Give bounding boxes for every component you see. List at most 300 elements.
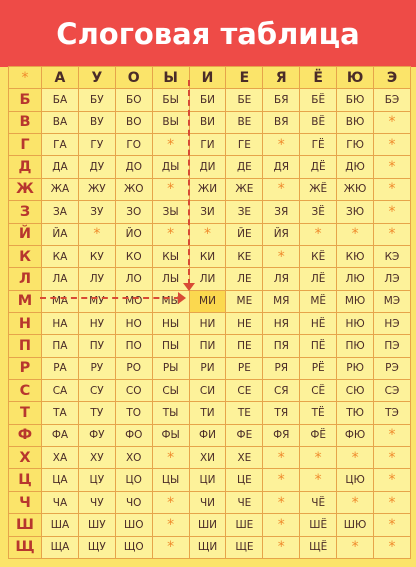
empty-cell [300,447,337,469]
syllable-cell: ЛУ [78,268,115,290]
star-icon: * [167,539,175,556]
syllable-cell: ДЮ [337,156,374,178]
table-row [9,89,411,111]
star-icon: * [167,516,175,533]
syllable-cell: НО [115,312,152,334]
empty-cell [263,245,300,267]
vowel-header: У [78,67,115,89]
syllable-cell: НУ [78,312,115,334]
syllable-cell: СИ [189,380,226,402]
syllable-cell: ПЮ [337,335,374,357]
empty-cell [374,201,411,223]
table-row [9,178,411,200]
vowel-header: Я [263,67,300,89]
syllable-cell: СА [42,380,79,402]
table-row [9,245,411,267]
star-icon: * [351,539,359,556]
syllable-cell: ВЁ [300,111,337,133]
empty-cell [337,536,374,558]
syllable-cell: ЩО [115,536,152,558]
empty-cell [374,424,411,446]
syllable-cell: НА [42,312,79,334]
star-icon: * [277,449,285,466]
table-row [9,111,411,133]
syllable-cell: ТЯ [263,402,300,424]
syllable-cell: ЛИ [189,268,226,290]
syllable-cell: ТЮ [337,402,374,424]
syllable-cell: БИ [189,89,226,111]
syllable-cell: КО [115,245,152,267]
syllable-cell: ТА [42,402,79,424]
horizontal-arrow-head [178,292,186,304]
star-icon: * [388,494,396,511]
syllable-cell: ЧЁ [300,491,337,513]
syllable-cell: ЗЁ [300,201,337,223]
star-icon: * [21,69,29,86]
syllable-cell: ПА [42,335,79,357]
syllable-cell: ЗИ [189,201,226,223]
syllable-cell: ЦУ [78,469,115,491]
table-row [9,290,411,312]
syllable-cell: КА [42,245,79,267]
consonant-label: Ф [9,424,42,446]
syllable-cell: ФУ [78,424,115,446]
syllable-cell: ПЁ [300,335,337,357]
syllable-cell: ЗЮ [337,201,374,223]
syllable-cell: БЕ [226,89,263,111]
syllable-cell: ВЫ [152,111,189,133]
table-row [9,201,411,223]
consonant-label: Л [9,268,42,290]
empty-cell [263,447,300,469]
syllable-cell: ЛЫ [152,268,189,290]
syllable-cell: ДЁ [300,156,337,178]
syllable-cell: ФА [42,424,79,446]
syllable-cell: ДЯ [263,156,300,178]
syllable-cell: МЮ [337,290,374,312]
vowel-header: Ё [300,67,337,89]
vowel-header: Э [374,67,411,89]
syllable-cell: МИ [189,290,226,312]
syllable-cell: ЛЭ [374,268,411,290]
star-icon: * [277,539,285,556]
empty-cell [337,491,374,513]
syllable-cell: ГЮ [337,134,374,156]
empty-cell [263,469,300,491]
syllable-cell: ВЕ [226,111,263,133]
syllable-cell: РЫ [152,357,189,379]
syllable-cell: ВЯ [263,111,300,133]
star-icon: * [314,449,322,466]
syllable-cell: БЯ [263,89,300,111]
syllable-cell: ЛЮ [337,268,374,290]
star-icon: * [167,494,175,511]
syllable-cell: ШЁ [300,514,337,536]
syllable-cell: ВА [42,111,79,133]
empty-cell [374,223,411,245]
empty-cell [374,447,411,469]
syllable-cell: БЮ [337,89,374,111]
empty-cell [152,536,189,558]
syllable-cell: ТЁ [300,402,337,424]
syllable-cell: ФЮ [337,424,374,446]
empty-cell [263,514,300,536]
syllable-cell: ФИ [189,424,226,446]
syllable-cell: ЦЮ [337,469,374,491]
syllable-cell: ЩЕ [226,536,263,558]
star-icon: * [204,226,211,243]
syllable-cell: ФО [115,424,152,446]
syllable-cell: КЮ [337,245,374,267]
syllable-cell: ЗЫ [152,201,189,223]
star-icon: * [388,159,396,176]
empty-cell [374,514,411,536]
syllable-cell: ГА [42,134,79,156]
empty-cell [152,447,189,469]
syllable-cell: ПЕ [226,335,263,357]
consonant-label: П [9,335,42,357]
star-icon: * [388,226,396,243]
vowel-header: А [42,67,79,89]
syllable-cell: МЁ [300,290,337,312]
empty-cell [374,111,411,133]
syllable-cell: МУ [78,290,115,312]
consonant-label: Щ [9,536,42,558]
syllable-cell: ТЫ [152,402,189,424]
syllable-cell: НЁ [300,312,337,334]
consonant-label: К [9,245,42,267]
syllable-cell: СЭ [374,380,411,402]
syllable-cell: МО [115,290,152,312]
consonant-label: М [9,290,42,312]
syllable-cell: ТИ [189,402,226,424]
empty-cell [152,223,189,245]
syllable-cell: ЗУ [78,201,115,223]
empty-cell [337,223,374,245]
syllable-cell: НЫ [152,312,189,334]
title-bar [0,0,416,67]
syllable-cell: ШО [115,514,152,536]
syllable-cell: ЗЕ [226,201,263,223]
syllable-cell: ХО [115,447,152,469]
syllable-cell: ЗЯ [263,201,300,223]
consonant-label: З [9,201,42,223]
star-icon: * [314,226,322,243]
vowel-header-row [9,67,411,89]
syllable-cell: ПЫ [152,335,189,357]
table-row [9,223,411,245]
vowel-header: О [115,67,152,89]
consonant-label: С [9,380,42,402]
syllable-cell: ЧА [42,491,79,513]
table-row [9,380,411,402]
star-icon: * [167,136,175,153]
syllable-cell: МЫ [152,290,189,312]
syllable-cell: РЮ [337,357,374,379]
syllable-cell: ЦЕ [226,469,263,491]
syllable-cell: ЙЕ [226,223,263,245]
empty-cell [189,223,226,245]
syllable-cell: ПИ [189,335,226,357]
syllable-cell: ЙА [42,223,79,245]
syllable-cell: ВИ [189,111,226,133]
vowel-header: Е [226,67,263,89]
syllable-cell: ЖЕ [226,178,263,200]
syllable-cell: МЭ [374,290,411,312]
table-row [9,134,411,156]
empty-cell [337,447,374,469]
syllable-cell: ТЭ [374,402,411,424]
consonant-label: Н [9,312,42,334]
vowel-header: И [189,67,226,89]
consonant-label: Ц [9,469,42,491]
consonant-label: Ш [9,514,42,536]
syllable-cell: ЗА [42,201,79,223]
syllable-cell: ТУ [78,402,115,424]
consonant-label: Р [9,357,42,379]
table-row [9,424,411,446]
star-icon: * [314,472,322,489]
empty-cell [374,491,411,513]
syllable-cell: НЭ [374,312,411,334]
syllable-cell: ЦО [115,469,152,491]
syllable-cell: ТО [115,402,152,424]
star-icon: * [277,472,285,489]
horizontal-guide-arrow [40,297,180,299]
syllable-cell: МЯ [263,290,300,312]
syllable-cell: ФЫ [152,424,189,446]
syllable-cell: НИ [189,312,226,334]
syllable-cell: РО [115,357,152,379]
star-icon: * [388,181,396,198]
empty-cell [374,469,411,491]
syllable-cell: ГУ [78,134,115,156]
syllable-cell: ДЫ [152,156,189,178]
syllable-cell: КЭ [374,245,411,267]
syllable-cell: ПЯ [263,335,300,357]
star-icon: * [167,449,175,466]
star-icon: * [388,203,396,220]
syllable-cell: ЛЁ [300,268,337,290]
table-row [9,156,411,178]
star-icon: * [388,472,396,489]
syllable-cell: ЛА [42,268,79,290]
page-title: Слоговая таблица [56,16,360,51]
vowel-header: Ы [152,67,189,89]
consonant-label: Г [9,134,42,156]
syllable-cell: ЖИ [189,178,226,200]
syllable-cell: ГЁ [300,134,337,156]
empty-cell [152,178,189,200]
table-row [9,536,411,558]
syllable-cell: РА [42,357,79,379]
syllable-cell: СУ [78,380,115,402]
star-icon: * [277,248,285,265]
star-icon: * [167,226,175,243]
syllable-cell: ЧУ [78,491,115,513]
consonant-label: Ж [9,178,42,200]
syllable-cell: РИ [189,357,226,379]
consonant-label: Х [9,447,42,469]
star-icon: * [388,136,396,153]
syllable-table [8,66,411,559]
syllable-cell: КЁ [300,245,337,267]
syllable-cell: ВО [115,111,152,133]
syllable-cell: ХУ [78,447,115,469]
empty-cell [263,536,300,558]
syllable-cell: ДЕ [226,156,263,178]
syllable-cell: КИ [189,245,226,267]
empty-cell [300,223,337,245]
star-icon: * [388,114,396,131]
table-row [9,491,411,513]
syllable-cell: СЕ [226,380,263,402]
empty-cell [374,178,411,200]
consonant-label: Й [9,223,42,245]
syllable-cell: БА [42,89,79,111]
syllable-cell: ВУ [78,111,115,133]
syllable-cell: ХИ [189,447,226,469]
empty-cell [152,514,189,536]
syllable-cell: КЕ [226,245,263,267]
syllable-cell: РЕ [226,357,263,379]
empty-cell [152,134,189,156]
syllable-cell: НЮ [337,312,374,334]
syllable-cell: ГЕ [226,134,263,156]
syllable-cell: МА [42,290,79,312]
syllable-cell: СЁ [300,380,337,402]
syllable-cell: ЩЁ [300,536,337,558]
syllable-cell: ЩИ [189,536,226,558]
syllable-cell: РУ [78,357,115,379]
syllable-cell: ПЭ [374,335,411,357]
consonant-label: В [9,111,42,133]
star-icon: * [93,226,101,243]
syllable-cell: БУ [78,89,115,111]
syllable-cell: ШЕ [226,514,263,536]
star-icon: * [351,226,359,243]
star-icon: * [351,449,359,466]
star-icon: * [388,427,396,444]
table-row [9,268,411,290]
star-icon: * [167,181,175,198]
syllable-cell: ГО [115,134,152,156]
consonant-label: Д [9,156,42,178]
syllable-cell: НЕ [226,312,263,334]
syllable-cell: ЖЁ [300,178,337,200]
empty-cell [263,491,300,513]
syllable-cell: КУ [78,245,115,267]
syllable-cell: БЭ [374,89,411,111]
syllable-cell: БО [115,89,152,111]
syllable-cell: РЯ [263,357,300,379]
syllable-cell: СО [115,380,152,402]
syllable-cell: ФЕ [226,424,263,446]
corner-star [9,67,42,89]
syllable-cell: ЙЯ [263,223,300,245]
syllable-cell: ЩУ [78,536,115,558]
star-icon: * [277,136,285,153]
syllable-cell: ЖУ [78,178,115,200]
syllable-cell: ВЮ [337,111,374,133]
syllable-cell: ЦА [42,469,79,491]
consonant-label: Т [9,402,42,424]
consonant-label: Ч [9,491,42,513]
syllable-cell: СЯ [263,380,300,402]
star-icon: * [388,539,396,556]
table-row [9,335,411,357]
syllable-cell: ЖА [42,178,79,200]
syllable-cell: ШУ [78,514,115,536]
table-row [9,357,411,379]
star-icon: * [388,516,396,533]
syllable-cell: ЦЫ [152,469,189,491]
syllable-cell: ЛЕ [226,268,263,290]
syllable-cell: ЧО [115,491,152,513]
syllable-cell: ДУ [78,156,115,178]
syllable-cell: НЯ [263,312,300,334]
syllable-cell: ЧЕ [226,491,263,513]
table-row [9,469,411,491]
empty-cell [300,469,337,491]
syllable-cell: ХА [42,447,79,469]
syllable-cell: БЁ [300,89,337,111]
syllable-cell: ДИ [189,156,226,178]
syllable-cell: ЩА [42,536,79,558]
empty-cell [152,491,189,513]
syllable-cell: ПО [115,335,152,357]
syllable-cell: КЫ [152,245,189,267]
vertical-arrow-head [183,283,195,291]
syllable-cell: ША [42,514,79,536]
syllable-cell: ЧИ [189,491,226,513]
syllable-cell: ЦИ [189,469,226,491]
star-icon: * [277,181,285,198]
empty-cell [374,156,411,178]
empty-cell [374,536,411,558]
empty-cell [78,223,115,245]
syllable-cell: ФЁ [300,424,337,446]
consonant-label: Б [9,89,42,111]
vowel-header: Ю [337,67,374,89]
syllable-cell: ЛЯ [263,268,300,290]
syllable-cell: СЫ [152,380,189,402]
syllable-cell: БЫ [152,89,189,111]
syllable-cell: ЛО [115,268,152,290]
syllable-cell: ЗО [115,201,152,223]
empty-cell [374,134,411,156]
syllable-cell: ЖО [115,178,152,200]
syllable-cell: РЭ [374,357,411,379]
syllable-cell: ШИ [189,514,226,536]
star-icon: * [277,494,285,511]
star-icon: * [277,516,285,533]
syllable-cell: ШЮ [337,514,374,536]
syllable-cell: ТЕ [226,402,263,424]
table-row [9,402,411,424]
star-icon: * [388,449,396,466]
vertical-guide-arrow [188,80,190,285]
syllable-cell: ЙО [115,223,152,245]
syllable-cell: ГИ [189,134,226,156]
syllable-cell: ХЕ [226,447,263,469]
syllable-cell: ДО [115,156,152,178]
syllable-cell: ФЯ [263,424,300,446]
empty-cell [263,178,300,200]
syllable-cell: ДА [42,156,79,178]
syllable-cell: МЕ [226,290,263,312]
syllable-cell: СЮ [337,380,374,402]
